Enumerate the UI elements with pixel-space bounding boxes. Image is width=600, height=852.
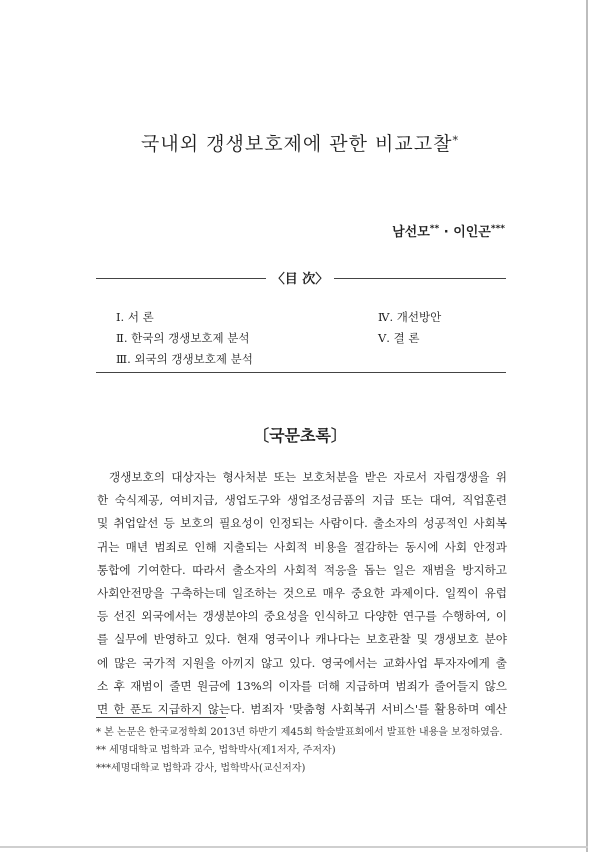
toc-item-3: Ⅲ. 외국의 갱생보호제 분석 (116, 352, 253, 366)
abstract-line: 통합에 기여한다. 따라서 출소자의 사회적 적응을 돕는 일은 재범을 방지하고 (97, 562, 507, 577)
abstract-line: 한 숙식제공, 여비지급, 생업도구와 생업조성금품의 지급 또는 대여, 직업훈련 (97, 493, 507, 508)
abstract-line: 귀는 매년 범죄로 인해 지출되는 사회적 비용을 절감하는 동시에 사회 안정과 (97, 539, 507, 554)
author-2-name: 이인곤 (453, 225, 491, 240)
toc-item-1: Ⅰ. 서 론 (116, 310, 154, 324)
page-edge-bottom (0, 846, 588, 848)
abstract-line: 를 실무에 반영하고 있다. 현재 영국이나 캐나다는 보호관찰 및 갱생보호 분야 (97, 632, 507, 647)
footnote-rule (96, 717, 226, 718)
abstract-line: 소 후 재범이 줄면 원금에 13%의 이자를 더해 지급하며 범죄가 줄어들지 않으 (97, 678, 507, 693)
paper-title-text: 국내외 갱생보호제에 관한 비교고찰 (141, 133, 453, 155)
author-separator: · (439, 225, 454, 240)
abstract-line: 및 취업알선 등 보호의 필요성이 인정되는 사람이다. 출소자의 성공적인 사회복 (97, 516, 507, 531)
abstract-line: 갱생보호의 대상자는 형사처분 또는 보호처분을 받은 자로서 자립갱생을 위 (109, 470, 507, 484)
title-footnote-mark: * (452, 134, 459, 147)
footnote-3: ***세명대학교 법학과 강사, 법학박사(교신저자) (96, 763, 306, 774)
author-1-name: 남선모 (392, 225, 430, 240)
toc-item-5: Ⅴ. 결 론 (378, 331, 420, 345)
author-line (392, 221, 505, 240)
footnote-1: * 본 논문은 한국교정학회 2013년 하반기 제45회 학술발표회에서 발표한 내용을 보정하였음. (96, 727, 503, 738)
toc-item-2: Ⅱ. 한국의 갱생보호제 분석 (116, 331, 250, 345)
author-2-mark: *** (490, 224, 505, 234)
abstract-line: 등 선진 외국에서는 갱생분야의 중요성을 인식하고 다양한 연구를 수행하여, 이 (97, 609, 507, 624)
paper-title (0, 129, 600, 156)
footnote-2: ** 세명대학교 법학과 교수, 법학박사(제1저자, 주저자) (96, 745, 336, 756)
toc-heading: 〈目 次〉 (271, 272, 329, 287)
abstract-line: 면 한 푼도 지급하지 않는다. 범죄자 '맞춤형 사회복귀 서비스'를 활용하며 예산 (97, 701, 507, 716)
abstract-line: 사회안전망을 구축하는데 일조하는 것으로 매우 중요한 과제이다. 일찍이 유럽 (97, 585, 507, 600)
abstract-body (97, 466, 507, 721)
author-1-mark: ** (429, 224, 440, 234)
toc-item-4: Ⅳ. 개선방안 (378, 310, 442, 324)
abstract-line: 에 많은 국가적 지원을 아끼지 않고 있다. 영국에서는 교화사업 투자자에게 출 (97, 655, 507, 670)
abstract-heading: 〔국문초록〕 (253, 426, 347, 445)
toc-bottom-rule (96, 372, 506, 373)
